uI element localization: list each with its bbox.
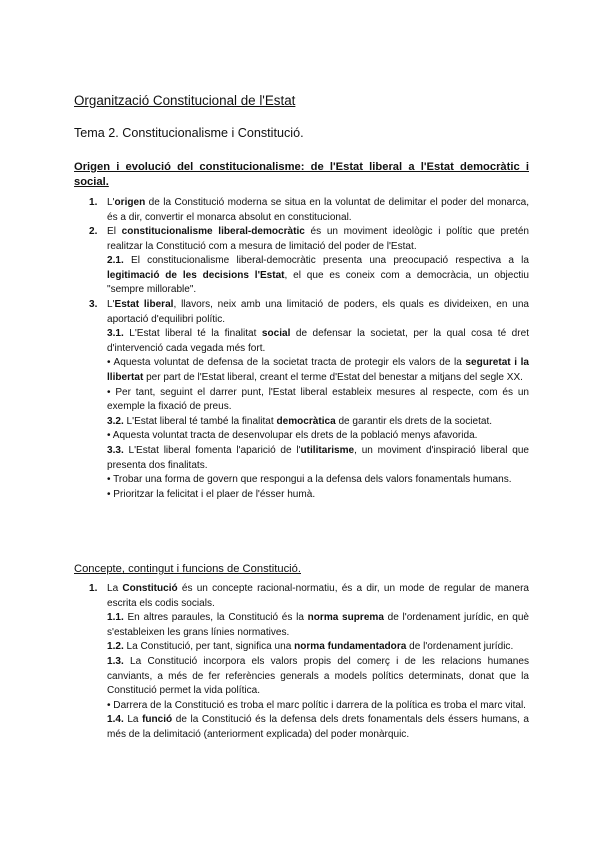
section-heading-origen: Origen i evolució del constitucionalisme: de l'Estat liberal a l'Estat democràtic i social. [74, 161, 529, 188]
section-heading-concepte: Concepte, contingut i funcions de Constitució. [74, 563, 301, 575]
subitem-2-1: 2.1. El constitucionalisme liberal-democràtic presenta una preocupació respectiva a la legitimació de les decisions l'Estat, el que es coneix com a democràcia, un objectiu "sempre millorable". [107, 255, 529, 296]
subitem-3-1: 3.1. L'Estat liberal té la finalitat social de defensar la societat, per la qual cosa té dret d'intervenció cada vegada més fort. [107, 328, 529, 354]
list-item-estat-liberal: L'Estat liberal, llavors, neix amb una limitació de poders, els quals es divideixen, en una aportació d'equilibri polític. 3.1. L'Estat liberal té la finalitat social de defensar la societat, per la qual cosa té dret d'intervenció cada vegada més fort. • Aquesta voluntat de defensa de la societat tracta de protegir els valors de la seguretat i la llibertat per part de l'Estat liberal, creant el terme d'Estat del benestar a mitjans del segle XX. • Per tant, seguint el darrer punt, l'Estat liberal estableix mesures al respecte, com és un exemple la fixació de preus. 3.2. L'Estat liberal té també la finalitat democràtica de garantir els drets de la societat. • Aquesta voluntat tracta de desenvolupar els drets de la població menys afavorida. 3.3. L'Estat liberal fomenta l'aparició de l'utilitarisme, un moviment d'inspiració liberal que presenta dos finalitats. • Trobar una forma de govern que respongui a la defensa dels valors fonamentals humans. • Prioritzar la felicitat i el plaer de l'ésser humà. [107, 298, 529, 502]
bullet: • Aquesta voluntat tracta de desenvolupar els drets de la població menys afavorida. [107, 430, 478, 442]
bullet: • Trobar una forma de govern que respongui a la defensa dels valors fonamentals humans. [107, 474, 512, 486]
subitem-1-2: 1.2. La Constitució, per tant, significa una norma fundamentadora de l'ordenament jurídic. [107, 641, 514, 653]
list-number: 3. [89, 299, 98, 310]
bullet: • Aquesta voluntat de defensa de la societat tracta de protegir els valors de la seguretat i la llibertat per part de l'Estat liberal, creant el terme d'Estat del benestar a mitjans del segle XX. [107, 357, 529, 383]
document-title: Organització Constitucional de l'Estat [74, 93, 296, 108]
list-number: 1. [89, 583, 98, 594]
list-item-constitucionalisme: El constitucionalisme liberal-democràtic és un moviment ideològic i polític que pretén realitzar la Constitució com a mesura de limitació del poder de l'Estat. 2.1. El constitucionalisme liberal-democràtic presenta una preocupació respectiva a la legitimació de les decisions l'Estat, el que es coneix com a democràcia, un objectiu "sempre millorable". [107, 225, 529, 298]
bullet: • Per tant, seguint el darrer punt, l'Estat liberal estableix mesures al respecte, com és un exemple la fixació de preus. [107, 386, 529, 413]
document-subtitle: Tema 2. Constitucionalisme i Constitució. [74, 126, 304, 140]
bullet: • Darrera de la Constitució es troba el marc polític i darrera de la política es troba el marc vital. [107, 699, 526, 711]
subitem-1-1: 1.1. En altres paraules, la Constitució és la norma suprema de l'ordenament jurídic, en què s'estableixen les grans línies normatives. [107, 612, 530, 638]
subitem-3-3: 3.3. L'Estat liberal fomenta l'aparició de l'utilitarisme, un moviment d'inspiració liberal que presenta dos finalitats. [107, 444, 529, 471]
list-item-origen: L'origen de la Constitució moderna se situa en la voluntat de delimitar el poder del monarca, és a dir, convertir el monarca absolut en constitucional. [107, 197, 529, 223]
subitem-1-3: 1.3. La Constitució incorpora els valors propis del comerç i de les relacions humanes canviants, a més de fer referències generals a models polítics determinats, donat que la Constitució permet la vida política. [107, 655, 529, 697]
list-number: 1. [89, 197, 98, 208]
bullet: • Prioritzar la felicitat i el plaer de l'ésser humà. [107, 488, 316, 500]
list-item-constitucio: La Constitució és un concepte racional-normatiu, és a dir, un mode de regular de manera escrita els codis socials. 1.1. En altres paraules, la Constitució és la norma suprema de l'ordenament jurídic, en què s'estableixen les grans línies normatives. 1.2. La Constitució, per tant, significa una norma fundamentadora de l'ordenament jurídic. 1.3. La Constitució incorpora els valors propis del comerç i de les relacions humanes canviants, a més de fer referències generals a models polítics determinats, donat que la Constitució permet la vida política. • Darrera de la Constitució es troba el marc polític i darrera de la política es troba el marc vital. 1.4. La funció de la Constitució és la defensa dels drets fonamentals dels éssers humans, a més de la delimitació (anteriorment explicada) del poder monàrquic. [107, 582, 529, 743]
list-number: 2. [89, 226, 98, 237]
subitem-1-4: 1.4. La funció de la Constitució és la defensa dels drets fonamentals dels éssers humans, a més de la delimitació (anteriorment explicada) del poder monàrquic. [107, 714, 529, 740]
subitem-3-2: 3.2. L'Estat liberal té també la finalitat democràtica de garantir els drets de la societat. [107, 415, 493, 427]
